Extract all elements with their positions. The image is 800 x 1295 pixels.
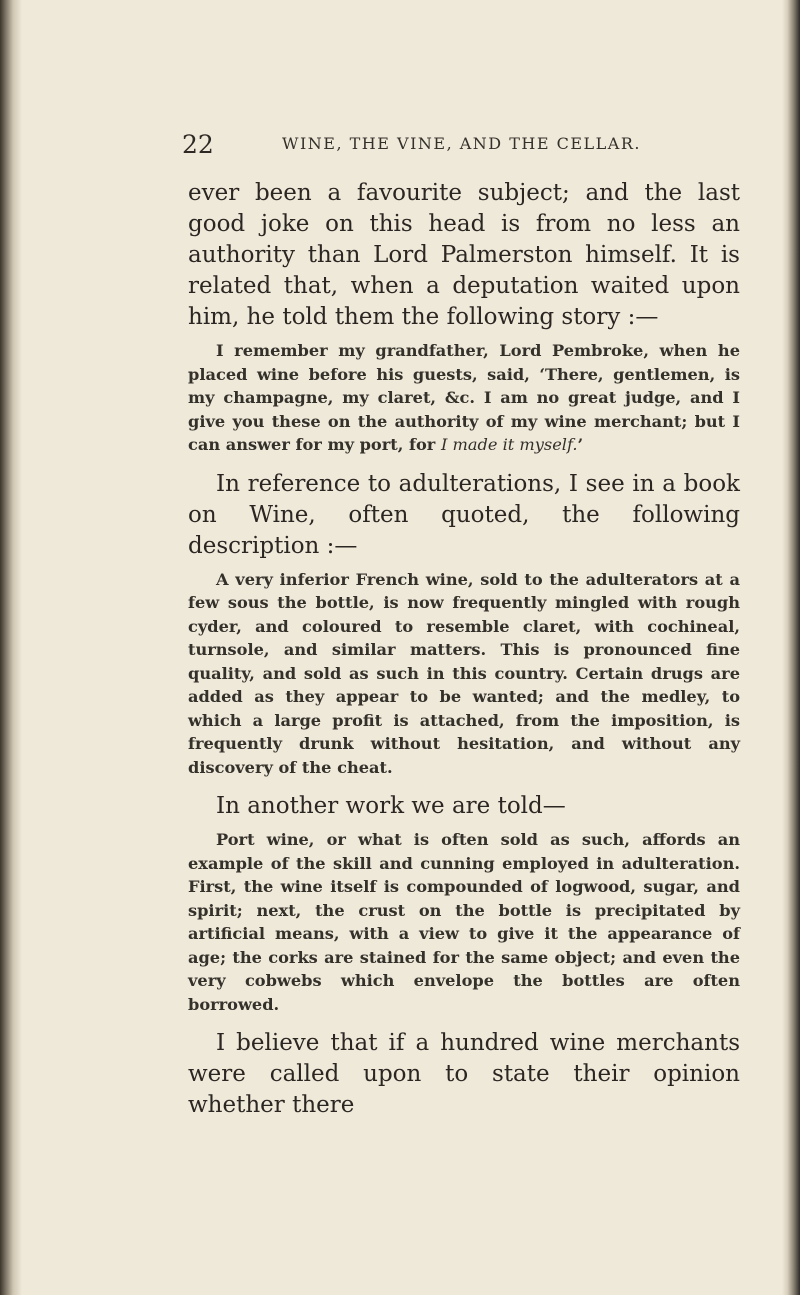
paragraph-4: I believe that if a hundred wine merchants were called upon to state their opinion whether there [188, 1030, 740, 1118]
paragraph-1: ever been a favourite subject; and the last good joke on this head is from no less an authority than Lord Palmerston himself. It is related that, when a deputation waited upon him, he told them the following story :— [188, 180, 740, 330]
quote-1-italic: I made it myself. [440, 435, 578, 454]
paragraph-3: In another work we are told— [216, 793, 566, 819]
page-right-edge [782, 0, 800, 1295]
paragraph-2: In reference to adulterations, I see in a book on Wine, often quoted, the following description :— [188, 470, 740, 559]
quote-block-3: Port wine, or what is often sold as such, affords an example of the skill and cunning employed in adulteration. First, the wine itself is compounded of logwood, sugar, and spirit; next, the crust on the bottle is precipitated by artificial means, with a view to give it the appearance of age; the corks are stained for the same object; and even the very cobwebs which envelope the bottles are often borrowed. [188, 830, 740, 1014]
page-number: 22 [182, 130, 214, 159]
quote-1-text: I remember my grandfather, Lord Pembroke, when he placed wine before his guests, said, ‘There, gentlemen, is my champagne, my claret, &c. I am no great judge, and I give you these on the authority of my wine merchant; but I can answer for my port, for [188, 341, 740, 454]
quote-1-end: ’ [577, 435, 584, 454]
running-head [182, 130, 740, 170]
quote-block-1 [188, 339, 740, 457]
page-binding-edge [0, 0, 22, 1295]
quote-block-2: A very inferior French wine, sold to the adulterators at a few sous the bottle, is now frequently mingled with rough cyder, and coloured to resemble claret, with cochineal, turnsole, and similar matters. This is pronounced fine quality, and sold as such in this country. Certain drugs are added as they appear to be wanted; and the medley, to which a large profit is attached, from the imposition, is frequently drunk without hesitation, and without any discovery of the cheat. [188, 569, 740, 777]
running-head-title: WINE, THE VINE, AND THE CELLAR. [282, 134, 641, 153]
book-page [182, 130, 740, 1121]
